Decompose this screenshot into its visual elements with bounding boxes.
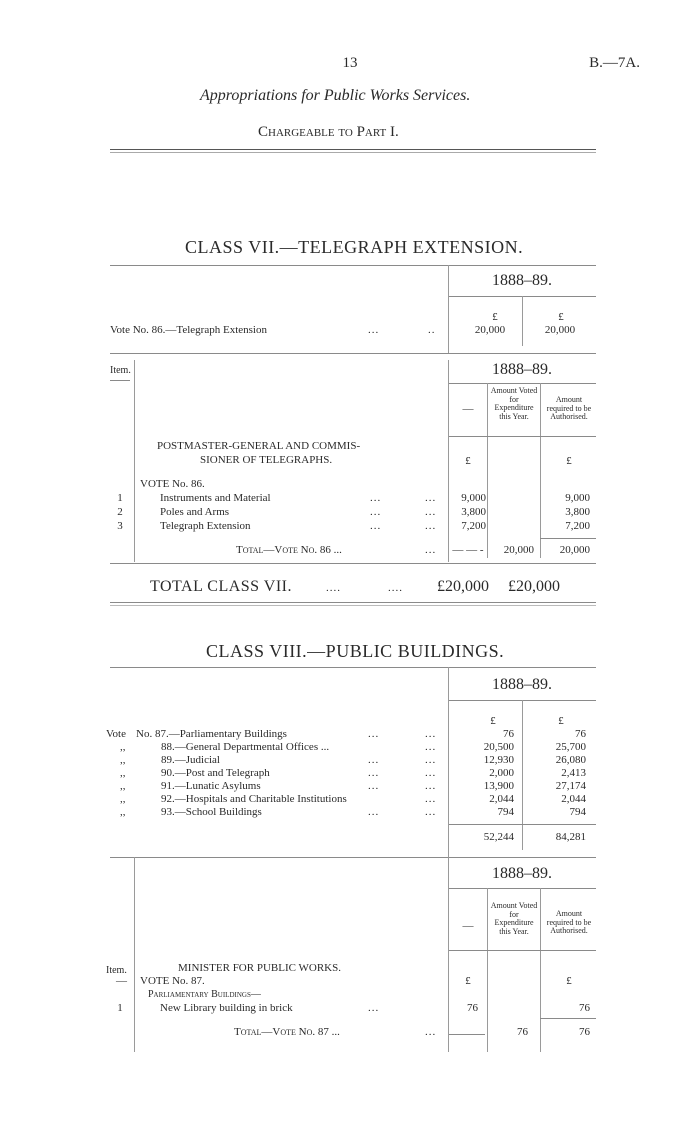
leader-dots: ... <box>368 754 380 766</box>
vote-prefix: Vote <box>106 728 126 740</box>
chargeable-prefix: Chargeable to <box>258 124 353 140</box>
leader-dots: .... <box>388 582 403 594</box>
class8-dash-header: — <box>462 920 474 932</box>
vote-prefix: ,, <box>120 793 126 805</box>
class7-grand-total-1: £20,000 <box>437 578 489 595</box>
class7-vote-amount-1: 20,000 <box>474 324 506 336</box>
class8-col-header-rule <box>449 950 596 951</box>
class8-item-header: Item. <box>106 965 127 976</box>
document-reference: B.—7A. <box>589 55 640 71</box>
chargeable-line <box>258 125 399 140</box>
leader-dots: ... <box>425 544 437 556</box>
leader-dots: ... <box>368 780 380 792</box>
vote-label: 92.—Hospitals and Charitable Institutions <box>161 793 347 805</box>
item-number: 2 <box>117 506 123 518</box>
leader-dots: ... <box>368 767 380 779</box>
class8-top-rule <box>110 667 596 668</box>
class7-bottom-rule-double <box>110 605 596 606</box>
item-label: Poles and Arms <box>160 506 230 518</box>
vote-amount: 20,500 <box>483 741 514 753</box>
subtotal-rule <box>540 538 596 539</box>
item-amount: 7,200 <box>461 520 486 532</box>
leader-dots: ... <box>425 492 437 504</box>
class8-total-label: Total—Vote No. 87 ... <box>234 1026 340 1038</box>
item-number: 1 <box>117 1002 123 1014</box>
class7-divider <box>110 353 596 354</box>
class7-col-header-rule <box>449 436 596 437</box>
class7-item-year-rule <box>449 383 596 384</box>
vote-prefix: ,, <box>120 806 126 818</box>
class8-currency-voted: £ <box>465 975 471 987</box>
class7-year-col-rule <box>522 296 523 346</box>
class8-sum-2: 84,281 <box>555 831 586 843</box>
item-number: 3 <box>117 520 123 532</box>
leader-dots: ... <box>370 492 382 504</box>
vote-label: 88.—General Departmental Offices ... <box>161 741 330 753</box>
class7-currency-voted: £ <box>465 455 471 467</box>
vote-required: 26,080 <box>555 754 586 766</box>
vote-amount: 2,044 <box>489 793 514 805</box>
class8-divider <box>110 857 596 858</box>
leader-dots: ... <box>425 506 437 518</box>
class8-amount-col-rule <box>448 857 449 1052</box>
vote-amount: 12,930 <box>483 754 514 766</box>
class8-vote-line: VOTE No. 87. <box>140 975 205 987</box>
class7-currency-2: £ <box>558 311 564 323</box>
class7-year: 1888–89. <box>492 272 552 289</box>
class8-sum-rule <box>449 824 596 825</box>
class7-item-year: 1888–89. <box>492 361 552 378</box>
class7-dash-header: — <box>462 403 474 415</box>
class7-vote-amount-2: 20,000 <box>544 324 576 336</box>
leader-dots: ... <box>368 324 380 336</box>
leader-dots: .. <box>428 324 436 336</box>
leader-dots: ... <box>425 1026 437 1038</box>
class7-title: CLASS VII.—TELEGRAPH EXTENSION. <box>185 237 524 257</box>
class8-sub-head: Parliamentary Buildings— <box>148 989 261 1000</box>
leader-dots: ... <box>425 806 437 818</box>
leader-dots: .... <box>326 582 341 594</box>
class7-total-rule <box>110 563 596 564</box>
class8-dept: MINISTER FOR PUBLIC WORKS. <box>178 962 341 974</box>
vote-prefix: ,, <box>120 780 126 792</box>
subtotal-rule <box>540 1018 596 1019</box>
leader-dots: ... <box>370 520 382 532</box>
vote-amount: 13,900 <box>483 780 514 792</box>
class7-grand-total-2: £20,000 <box>508 578 560 595</box>
item-required: 76 <box>579 1002 590 1014</box>
vote-required: 794 <box>569 806 586 818</box>
item-amount: 3,800 <box>461 506 486 518</box>
class7-total-voted: 20,000 <box>503 544 534 556</box>
class8-sum-1: 52,244 <box>483 831 514 843</box>
class8-year: 1888–89. <box>492 676 552 693</box>
item-label: Telegraph Extension <box>160 520 251 532</box>
vote-label: 91.—Lunatic Asylums <box>161 780 261 792</box>
header-rule <box>110 149 596 150</box>
class8-col-required: Amount required to be Authorised. <box>546 909 592 935</box>
class8-col-voted: Amount Voted for Expenditure this Year. <box>490 901 538 936</box>
vote-prefix: ,, <box>120 741 126 753</box>
class7-total-label: Total—Vote No. 86 ... <box>236 544 342 556</box>
vote-amount: 76 <box>503 728 514 740</box>
vote-amount: 794 <box>497 806 514 818</box>
leader-dots: ... <box>370 506 382 518</box>
chargeable-part: Part I. <box>356 124 399 140</box>
page-number: 13 <box>342 55 358 71</box>
item-amount: 9,000 <box>461 492 486 504</box>
class7-dept-line2: SIONER OF TELEGRAPHS. <box>200 454 333 466</box>
class7-col-required: Amount required to be Authorised. <box>546 395 592 421</box>
vote-required: 25,700 <box>555 741 586 753</box>
item-number: 1 <box>117 492 123 504</box>
vote-label: 89.—Judicial <box>161 754 220 766</box>
vote-required: 76 <box>575 728 586 740</box>
page-title: Appropriations for Public Works Services. <box>200 87 471 104</box>
class8-title: CLASS VIII.—PUBLIC BUILDINGS. <box>206 641 505 661</box>
leader-dots: ... <box>425 754 437 766</box>
class7-item-col-rule <box>134 360 135 562</box>
class8-item-year-rule <box>449 888 596 889</box>
class8-col-rule <box>448 667 449 857</box>
class7-total-required: 20,000 <box>559 544 590 556</box>
class7-dept-line1: POSTMASTER-GENERAL AND COMMIS- <box>157 440 361 452</box>
item-label: New Library building in brick <box>160 1002 293 1014</box>
class8-item-col-rule <box>134 857 135 1052</box>
class7-top-rule <box>110 265 596 266</box>
vote-required: 2,044 <box>561 793 586 805</box>
vote-label: 93.—School Buildings <box>161 806 262 818</box>
leader-dots: ... <box>425 741 437 753</box>
leader-dots: ... <box>425 793 437 805</box>
class7-item-header: Item. <box>110 365 131 376</box>
item-amount: 76 <box>467 1002 478 1014</box>
class7-total-dashes: — — - <box>452 544 484 556</box>
item-required: 3,800 <box>565 506 590 518</box>
vote-amount: 2,000 <box>489 767 514 779</box>
class8-item-year: 1888–89. <box>492 865 552 882</box>
class8-currency-2: £ <box>558 715 564 727</box>
vote-label: 90.—Post and Telegraph <box>161 767 270 779</box>
item-required: 7,200 <box>565 520 590 532</box>
class8-currency-required: £ <box>566 975 572 987</box>
total-dash-rule <box>449 1034 485 1035</box>
class8-item-dash: — <box>116 975 127 987</box>
item-required: 9,000 <box>565 492 590 504</box>
class8-year-col-rule <box>522 700 523 850</box>
leader-dots: ... <box>425 520 437 532</box>
vote-required: 27,174 <box>555 780 586 792</box>
class7-vote-label: Vote No. 86.—Telegraph Extension <box>110 324 267 336</box>
class8-currency-1: £ <box>490 715 496 727</box>
vote-prefix: ,, <box>120 767 126 779</box>
vote-required: 2,413 <box>561 767 586 779</box>
leader-dots: ... <box>425 767 437 779</box>
class8-total-voted: 76 <box>517 1026 528 1038</box>
class7-currency-required: £ <box>566 455 572 467</box>
class7-vote-line: VOTE No. 86. <box>140 478 205 490</box>
class7-col-rule-2 <box>487 383 488 558</box>
class7-bottom-rule <box>110 602 596 603</box>
leader-dots: ... <box>368 806 380 818</box>
item-label: Instruments and Material <box>160 492 271 504</box>
vote-prefix: ,, <box>120 754 126 766</box>
leader-dots: ... <box>368 1002 380 1014</box>
leader-dots: ... <box>425 780 437 792</box>
class8-total-required: 76 <box>579 1026 590 1038</box>
class7-currency-1: £ <box>492 311 498 323</box>
header-rule-double <box>110 152 596 153</box>
leader-dots: ... <box>368 728 380 740</box>
leader-dots: ... <box>425 728 437 740</box>
item-header-rule <box>110 380 130 381</box>
class7-grand-total-label: TOTAL CLASS VII. <box>150 578 292 595</box>
class7-col-voted: Amount Voted for Expenditure this Year. <box>490 386 538 421</box>
vote-label: No. 87.—Parliamentary Buildings <box>136 728 287 740</box>
